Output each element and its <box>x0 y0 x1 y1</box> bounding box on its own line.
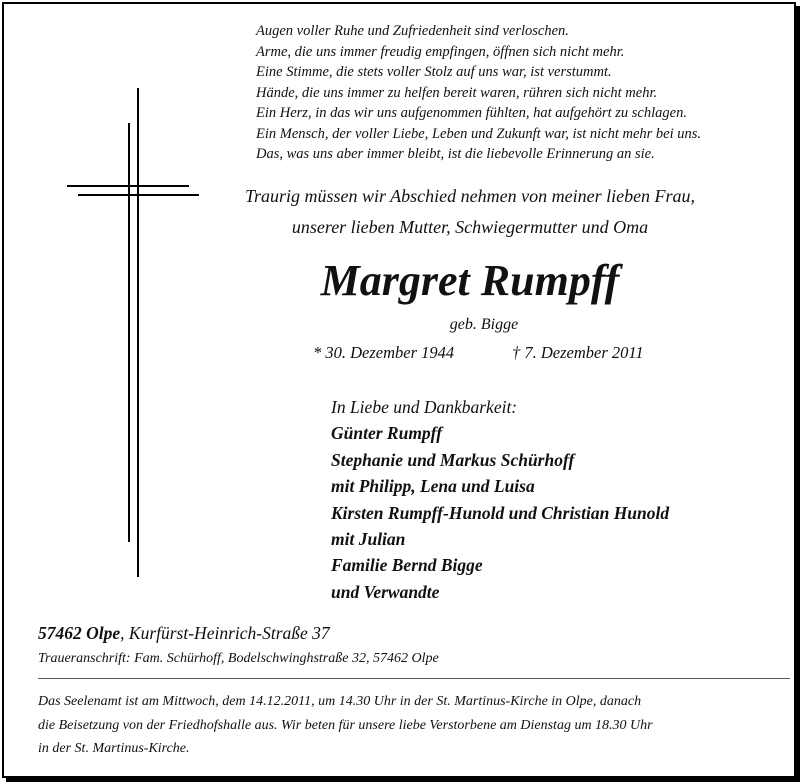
mourner-name: Kirsten Rumpff-Hunold und Christian Hunold <box>331 502 670 523</box>
poem-line: Ein Herz, in das wir uns aufgenommen fühlten, hat aufgehört zu schlagen. <box>256 105 687 121</box>
address-street: , Kurfürst-Heinrich-Straße 37 <box>120 623 330 643</box>
mourner-name: mit Julian <box>331 529 406 550</box>
intro-line-2: unserer lieben Mutter, Schwiegermutter und Oma <box>291 217 649 237</box>
mourner-name: Familie Bernd Bigge <box>331 555 483 576</box>
service-info <box>38 690 790 761</box>
address-city: 57462 Olpe <box>38 623 121 643</box>
family-address <box>38 623 330 644</box>
mourner-name: und Verwandte <box>331 581 440 602</box>
mourner-name: Stephanie und Markus Schürhoff <box>331 449 575 470</box>
divider <box>38 678 790 679</box>
mourning-address: Traueranschrift: Fam. Schürhoff, Bodelschwinghstraße 32, 57462 Olpe <box>38 651 439 666</box>
service-line: Das Seelenamt ist am Mittwoch, dem 14.12.2011, um 14.30 Uhr in der St. Martinus-Kirche in Olpe, danach <box>38 694 642 709</box>
mourner-name: mit Philipp, Lena und Luisa <box>331 476 535 497</box>
poem-line: Arme, die uns immer freudig empfingen, öffnen sich nicht mehr. <box>256 43 625 60</box>
service-line: die Beisetzung von der Friedhofshalle aus. Wir beten für unsere liebe Verstorbene am Dienstag um 18.30 Uhr <box>38 717 653 733</box>
poem-line: Hände, die uns immer zu helfen bereit waren, rühren sich nicht mehr. <box>256 84 658 101</box>
birth-date: * 30. Dezember 1944 <box>313 343 455 362</box>
poem-line: Ein Mensch, der voller Liebe, Leben und Zukunft war, ist nicht mehr bei uns. <box>256 125 702 142</box>
death-date: † 7. Dezember 2011 <box>512 343 644 362</box>
intro-line-1: Traurig müssen wir Abschied nehmen von meiner lieben Frau, <box>244 186 696 206</box>
poem-line: Augen voller Ruhe und Zufriedenheit sind verloschen. <box>256 23 569 39</box>
mourner-name: Günter Rumpff <box>331 423 443 444</box>
poem-line: Das, was uns aber immer bleibt, ist die liebevolle Erinnerung an sie. <box>256 146 655 162</box>
poem-line: Eine Stimme, die stets voller Stolz auf uns war, ist verstummt. <box>256 64 612 80</box>
poem <box>256 21 796 165</box>
deceased-name: Margret Rumpff <box>320 256 620 305</box>
birth-name: geb. Bigge <box>449 316 519 333</box>
mourners-lead: In Liebe und Dankbarkeit: <box>331 397 518 417</box>
service-line: in der St. Martinus-Kirche. <box>38 741 190 756</box>
mourners-list <box>331 394 669 605</box>
